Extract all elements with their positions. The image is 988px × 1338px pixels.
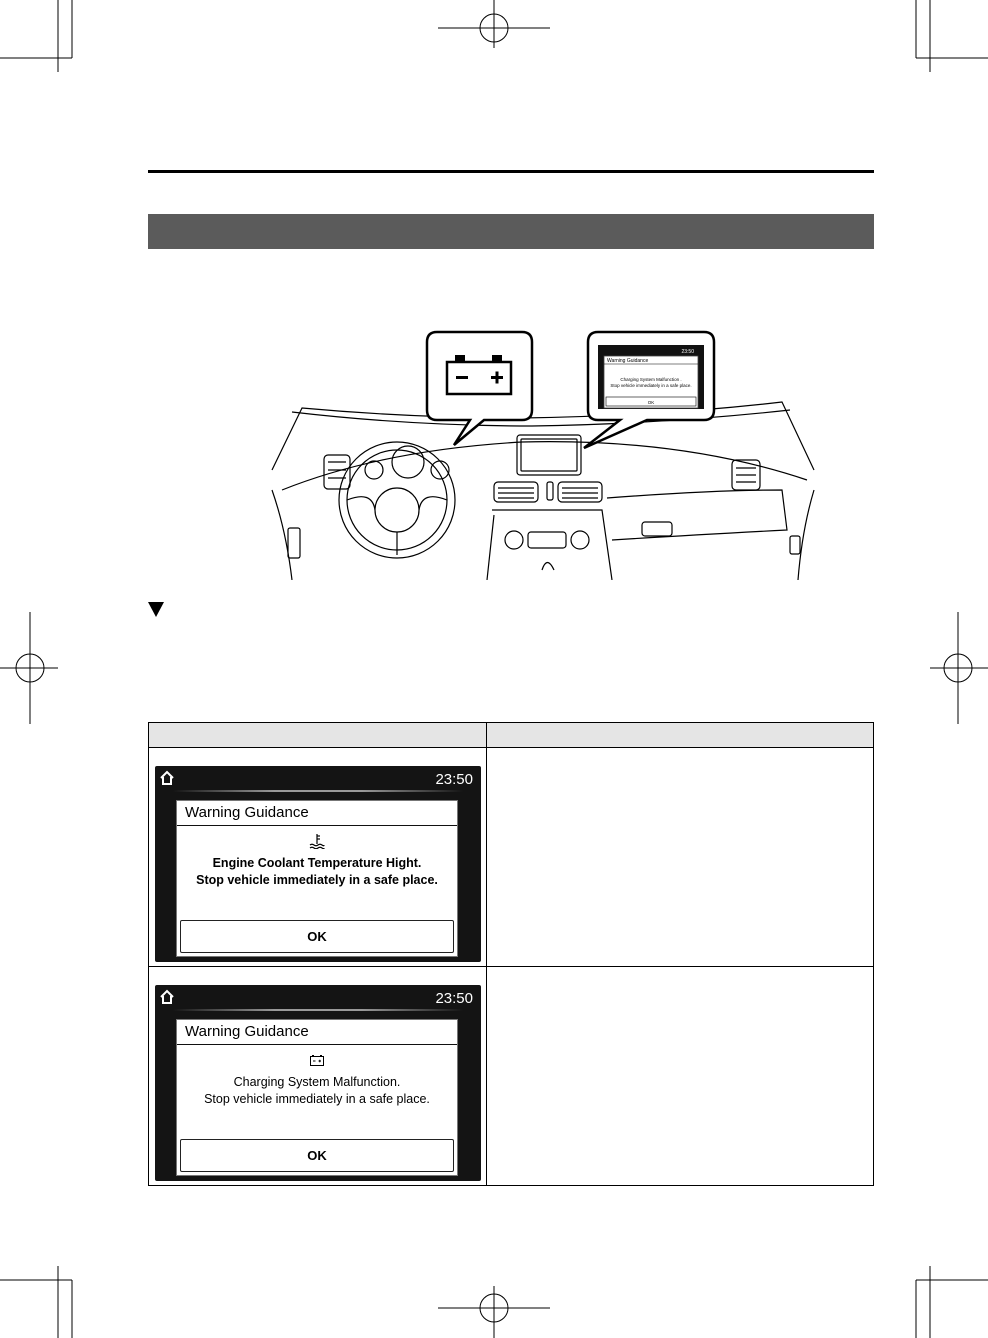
header-rule bbox=[148, 170, 874, 173]
ok-button[interactable]: OK bbox=[180, 1139, 454, 1172]
warning-table bbox=[148, 722, 874, 1186]
callout-time: 23:50 bbox=[681, 349, 694, 355]
warning-screen-coolant bbox=[155, 766, 481, 962]
screen-cell bbox=[149, 967, 487, 1186]
header-divider bbox=[173, 790, 463, 792]
warning-dialog bbox=[176, 1019, 458, 1176]
warning-message bbox=[177, 855, 457, 889]
section-heading-band bbox=[148, 214, 874, 249]
callout-line2: Stop vehicle immediately in a safe place. bbox=[610, 383, 692, 388]
header-divider bbox=[173, 1009, 463, 1011]
description-cell bbox=[487, 967, 874, 1186]
description-cell bbox=[487, 748, 874, 967]
warning-line1: Engine Coolant Temperature Hight. bbox=[212, 856, 422, 870]
clock-time: 23:50 bbox=[435, 771, 473, 788]
battery-icon bbox=[309, 1052, 325, 1068]
coolant-temperature-icon bbox=[309, 833, 325, 849]
clock-time: 23:50 bbox=[435, 990, 473, 1007]
dialog-title: Warning Guidance bbox=[177, 1020, 457, 1045]
table-header-row bbox=[149, 723, 874, 748]
warning-line2: Stop vehicle immediately in a safe place. bbox=[204, 1092, 430, 1106]
table-row bbox=[149, 967, 874, 1186]
table-header-cell bbox=[487, 723, 874, 748]
bullet-triangle bbox=[148, 602, 164, 617]
callout-line1: Charging System Malfunction . bbox=[620, 377, 682, 382]
ok-button[interactable]: OK bbox=[180, 920, 454, 953]
home-icon[interactable] bbox=[159, 989, 175, 1005]
warning-line1: Charging System Malfunction. bbox=[233, 1075, 401, 1089]
dashboard-illustration bbox=[262, 330, 824, 580]
home-icon[interactable] bbox=[159, 770, 175, 786]
warning-dialog bbox=[176, 800, 458, 957]
warning-line2: Stop vehicle immediately in a safe place. bbox=[196, 873, 438, 887]
screen-cell bbox=[149, 748, 487, 967]
callout-ok: OK bbox=[647, 400, 655, 405]
table-header-cell bbox=[149, 723, 487, 748]
warning-message bbox=[177, 1074, 457, 1108]
callout-title: Warning Guidance bbox=[607, 358, 649, 364]
warning-screen-charging bbox=[155, 985, 481, 1181]
table-row bbox=[149, 748, 874, 967]
dialog-title: Warning Guidance bbox=[177, 801, 457, 826]
